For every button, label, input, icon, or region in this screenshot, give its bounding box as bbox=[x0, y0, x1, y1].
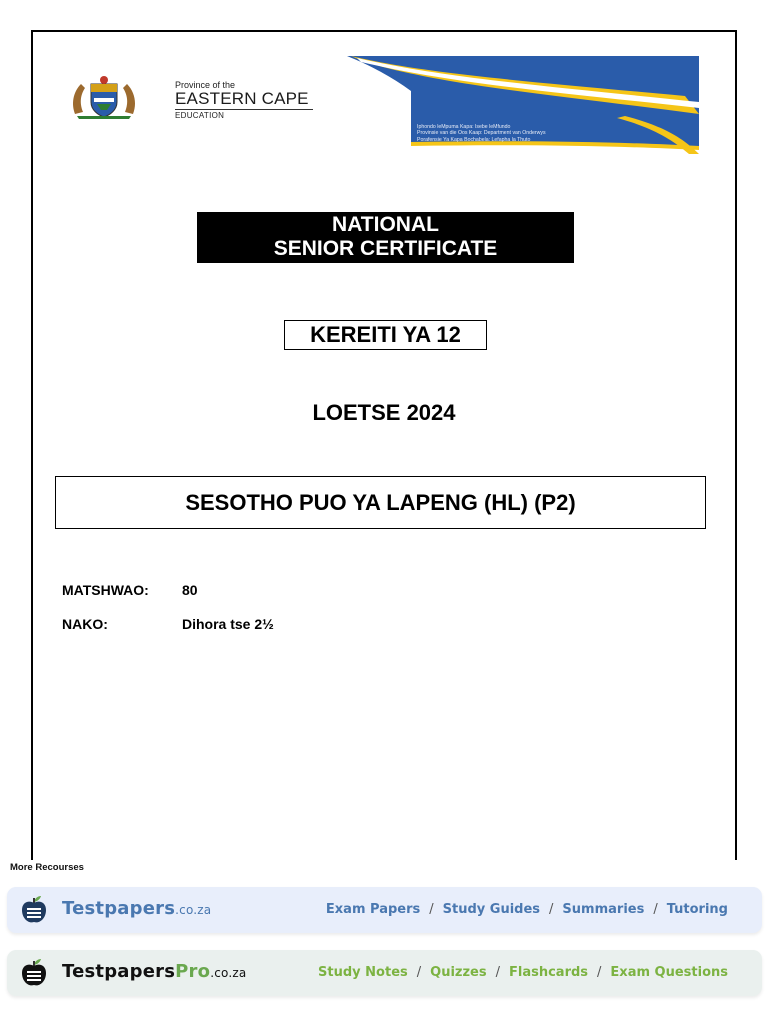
subject-title: SESOTHO PUO YA LAPENG (HL) (P2) bbox=[55, 476, 706, 529]
brand-name: Testpapers bbox=[62, 961, 176, 982]
testpapers-banner[interactable] bbox=[7, 887, 762, 933]
link-tutoring[interactable]: Tutoring bbox=[666, 902, 728, 917]
brand-suffix: .co.za bbox=[175, 903, 212, 917]
certificate-title-line2: SENIOR CERTIFICATE bbox=[273, 237, 498, 260]
province-name: EASTERN CAPE bbox=[175, 89, 309, 108]
testpaperspro-banner[interactable] bbox=[7, 950, 762, 996]
link-separator: / bbox=[429, 902, 434, 917]
tagline-line: Iphondo leMpuma Kapa: Isebe leMfundo bbox=[417, 124, 511, 130]
exam-session: LOETSE 2024 bbox=[312, 400, 456, 425]
marks-label: MATSHWAO: bbox=[62, 582, 149, 598]
time-row bbox=[62, 616, 274, 632]
more-resources-label: More Recourses bbox=[10, 862, 84, 873]
multilingual-tagline bbox=[417, 124, 647, 143]
brand-suffix: .co.za bbox=[210, 966, 247, 980]
marks-value: 80 bbox=[182, 582, 198, 598]
link-separator: / bbox=[549, 902, 554, 917]
tagline-line: Provinsie van die Oos Kaap: Department van Onderwys bbox=[417, 130, 546, 137]
province-of-label: Province of the bbox=[175, 80, 236, 90]
link-separator: / bbox=[495, 965, 500, 980]
certificate-title-line1: NATIONAL bbox=[332, 213, 439, 236]
province-logo-text bbox=[175, 80, 313, 120]
marks-row bbox=[62, 582, 198, 598]
exam-cover-page bbox=[31, 30, 737, 860]
link-exam-questions[interactable]: Exam Questions bbox=[610, 965, 728, 980]
testpapers-brand[interactable] bbox=[62, 898, 211, 919]
apple-book-icon bbox=[20, 958, 48, 988]
link-summaries[interactable]: Summaries bbox=[562, 902, 645, 917]
brand-pro: Pro bbox=[175, 961, 211, 982]
link-study-notes[interactable]: Study Notes bbox=[318, 965, 408, 980]
link-quizzes[interactable]: Quizzes bbox=[430, 965, 487, 980]
testpaperspro-brand[interactable] bbox=[62, 961, 246, 982]
link-exam-papers[interactable]: Exam Papers bbox=[325, 902, 421, 917]
grade-label: KEREITI YA 12 bbox=[284, 320, 487, 350]
coat-of-arms-icon bbox=[67, 74, 141, 120]
province-divider bbox=[175, 109, 313, 110]
time-label: NAKO: bbox=[62, 616, 108, 632]
time-value: Dihora tse 2½ bbox=[182, 616, 274, 632]
certificate-title-box bbox=[197, 212, 574, 263]
testpaperspro-links bbox=[318, 965, 728, 980]
link-separator: / bbox=[653, 902, 658, 917]
apple-book-icon bbox=[20, 895, 48, 925]
link-study-guides[interactable]: Study Guides bbox=[442, 902, 541, 917]
link-separator: / bbox=[597, 965, 602, 980]
link-separator: / bbox=[416, 965, 422, 980]
link-flashcards[interactable]: Flashcards bbox=[508, 965, 589, 980]
testpapers-links bbox=[326, 902, 728, 917]
brand-name: Testpapers bbox=[62, 898, 176, 919]
department-name: EDUCATION bbox=[175, 111, 225, 120]
tagline-line: Porafensie Ya Kapa Bochabela: Lefapha la Thuto bbox=[417, 136, 531, 143]
